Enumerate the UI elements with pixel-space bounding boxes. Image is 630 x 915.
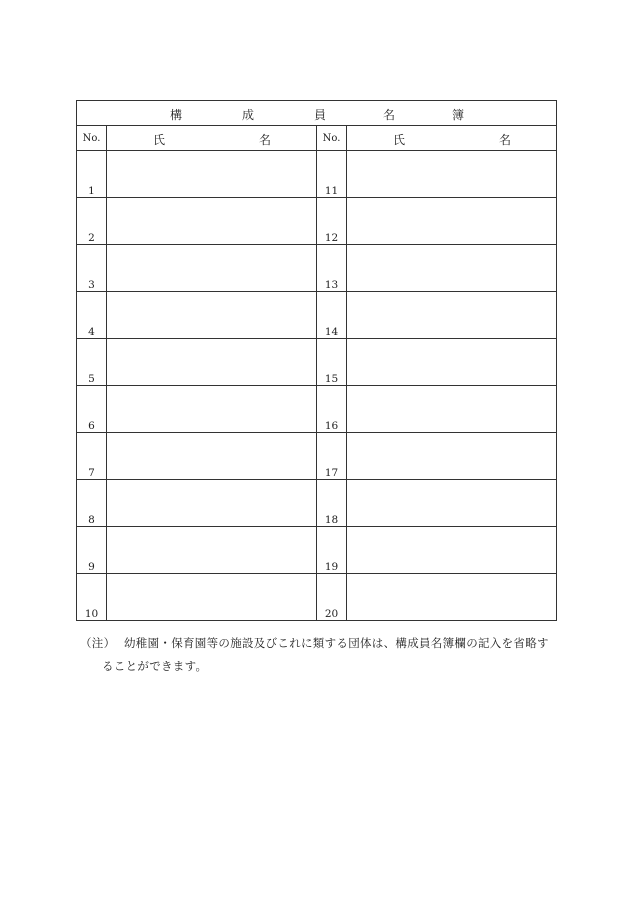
table-row: [77, 292, 557, 339]
footnote-mark: （注）: [80, 636, 116, 650]
title-char: 構: [170, 108, 183, 122]
footnote-line-2: ることができます。: [102, 659, 208, 673]
header-name-right: [347, 126, 557, 151]
header-name-char: 氏: [153, 133, 166, 147]
table-row: [77, 527, 557, 574]
row-number-left: 6: [77, 386, 107, 433]
table-row: [77, 245, 557, 292]
header-name-left: [107, 126, 317, 151]
row-number-left: 10: [77, 574, 107, 621]
name-entry-cell[interactable]: [107, 433, 317, 480]
header-name-char: 名: [499, 133, 512, 147]
name-entry-cell[interactable]: [347, 292, 557, 339]
row-number-right: 19: [317, 527, 347, 574]
title-char: 成: [242, 108, 255, 122]
row-number-right: 14: [317, 292, 347, 339]
name-entry-cell[interactable]: [347, 527, 557, 574]
table-header-row: [77, 126, 557, 151]
row-number-left: 3: [77, 245, 107, 292]
name-entry-cell[interactable]: [107, 198, 317, 245]
row-number-right: 16: [317, 386, 347, 433]
name-entry-cell[interactable]: [347, 433, 557, 480]
name-entry-cell[interactable]: [107, 339, 317, 386]
row-number-left: 7: [77, 433, 107, 480]
row-number-right: 18: [317, 480, 347, 527]
name-entry-cell[interactable]: [347, 151, 557, 198]
row-number-left: 5: [77, 339, 107, 386]
title-char: 簿: [452, 108, 465, 122]
table-row: [77, 198, 557, 245]
table-row: [77, 433, 557, 480]
table-title-row: [77, 101, 557, 126]
name-entry-cell[interactable]: [107, 386, 317, 433]
footnote-line-1: 幼稚園・保育園等の施設及びこれに類する団体は、構成員名簿欄の記入を省略す: [124, 636, 549, 650]
table-row: [77, 386, 557, 433]
table-row: [77, 151, 557, 198]
name-entry-cell[interactable]: [347, 339, 557, 386]
row-number-right: 13: [317, 245, 347, 292]
name-entry-cell[interactable]: [347, 386, 557, 433]
row-number-left: 1: [77, 151, 107, 198]
table-row: [77, 339, 557, 386]
row-number-right: 12: [317, 198, 347, 245]
table-row: [77, 480, 557, 527]
row-number-left: 2: [77, 198, 107, 245]
header-name-char: 氏: [393, 133, 406, 147]
name-entry-cell[interactable]: [107, 480, 317, 527]
table-title: [77, 101, 557, 126]
name-entry-cell[interactable]: [107, 574, 317, 621]
row-number-left: 4: [77, 292, 107, 339]
name-entry-cell[interactable]: [347, 574, 557, 621]
name-entry-cell[interactable]: [107, 151, 317, 198]
name-entry-cell[interactable]: [107, 527, 317, 574]
name-entry-cell[interactable]: [107, 292, 317, 339]
header-no-left: No.: [77, 126, 107, 151]
name-entry-cell[interactable]: [347, 245, 557, 292]
row-number-right: 15: [317, 339, 347, 386]
name-entry-cell[interactable]: [347, 198, 557, 245]
table-row: [77, 574, 557, 621]
name-entry-cell[interactable]: [107, 245, 317, 292]
name-entry-cell[interactable]: [347, 480, 557, 527]
member-roster-table: [76, 100, 557, 621]
title-char: 名: [383, 108, 396, 122]
row-number-left: 9: [77, 527, 107, 574]
row-number-right: 17: [317, 433, 347, 480]
row-number-left: 8: [77, 480, 107, 527]
title-char: 員: [314, 108, 327, 122]
header-name-char: 名: [259, 133, 272, 147]
footnote: [80, 632, 560, 678]
header-no-right: No.: [317, 126, 347, 151]
row-number-right: 20: [317, 574, 347, 621]
row-number-right: 11: [317, 151, 347, 198]
